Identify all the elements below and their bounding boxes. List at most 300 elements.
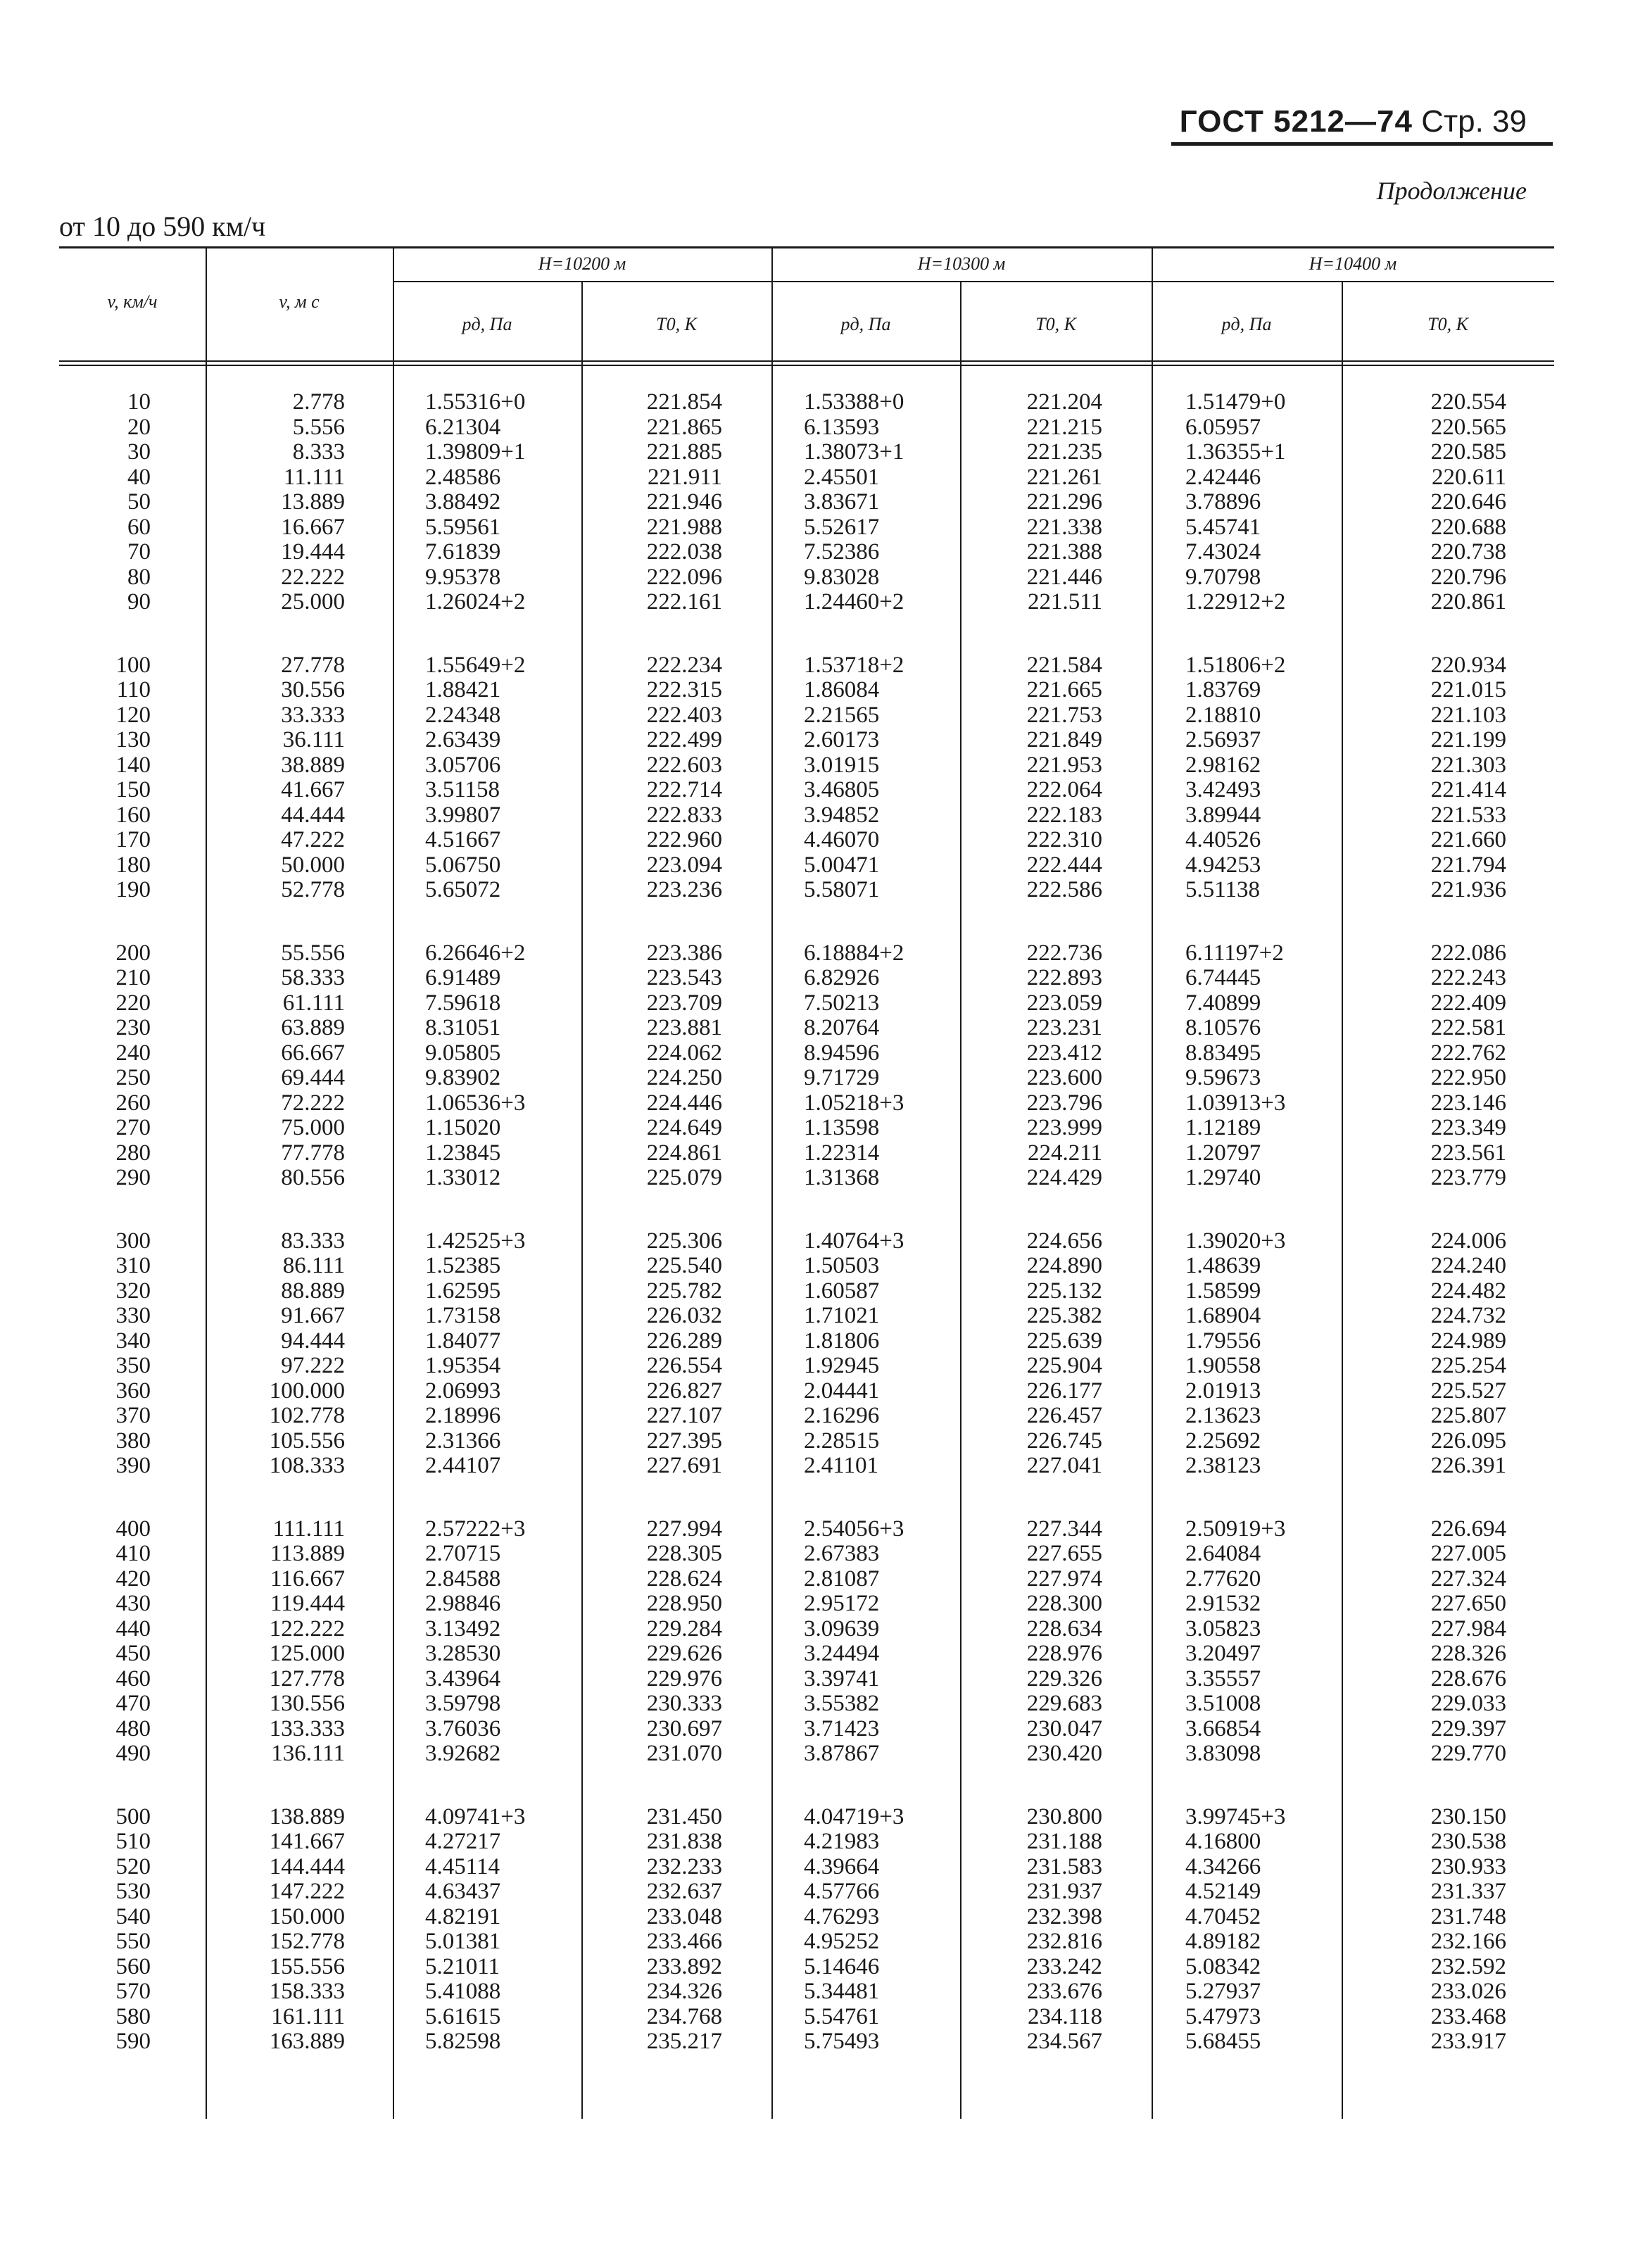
table-cell: 232.398: [1026, 1903, 1102, 1929]
table-cell: 2.70715: [425, 1541, 501, 1566]
table-cell: 250: [115, 1065, 151, 1090]
table-cell: 221.446: [1026, 564, 1102, 590]
group-h10400: H=10400 м: [1309, 253, 1397, 274]
table-cell: 102.778: [269, 1403, 345, 1428]
table-cell: 222.315: [646, 677, 722, 703]
table-cell: 550: [115, 1929, 151, 1954]
table-cell: 221.794: [1430, 852, 1506, 878]
table-cell: 55.556: [281, 940, 345, 966]
table-cell: 1.60587: [804, 1278, 880, 1304]
row-group: [425, 1517, 580, 1767]
table-cell: 500: [115, 1803, 151, 1829]
table-cell: 260: [115, 1090, 151, 1116]
table-cell: 3.71423: [804, 1715, 880, 1741]
table-cell: 58.333: [281, 965, 345, 990]
table-cell: 1.51806+2: [1185, 652, 1286, 678]
table-cell: 270: [115, 1115, 151, 1140]
table-cell: 224.429: [1026, 1165, 1102, 1190]
table-cell: 229.770: [1430, 1741, 1506, 1766]
table-cell: 400: [115, 1516, 151, 1542]
table-cell: 228.950: [646, 1591, 722, 1616]
row-group: [1342, 1229, 1506, 1479]
table-cell: 10: [127, 389, 151, 415]
table-cell: 6.82926: [804, 965, 880, 990]
table-cell: 1.52385: [425, 1253, 501, 1278]
table-cell: 229.976: [646, 1665, 722, 1692]
table-cell: 230.538: [1430, 1829, 1506, 1854]
table-cell: 1.40764+3: [804, 1228, 904, 1254]
table-cell: 224.240: [1430, 1253, 1506, 1278]
header-bottom-rule-1: [59, 360, 1554, 362]
table-cell: 223.543: [646, 965, 722, 990]
table-cell: 460: [115, 1665, 151, 1692]
table-cell: 520: [115, 1853, 151, 1879]
table-cell: 229.326: [1026, 1665, 1102, 1692]
table-cell: 1.24460+2: [804, 589, 904, 615]
table-cell: 120: [115, 702, 151, 728]
table-cell: 370: [115, 1403, 151, 1428]
table-cell: 6.21304: [425, 414, 501, 440]
table-cell: 223.349: [1430, 1115, 1506, 1140]
page-header: [1180, 104, 1527, 139]
row-group: [425, 941, 580, 1191]
table-cell: 310: [115, 1253, 151, 1278]
table-cell: 220.611: [1431, 464, 1506, 490]
table-cell: 2.84588: [425, 1566, 501, 1592]
table-cell: 221.235: [1026, 439, 1102, 465]
table-cell: 231.337: [1430, 1879, 1506, 1904]
table-cell: 222.096: [646, 564, 722, 590]
table-cell: 222.444: [1026, 852, 1102, 878]
table-cell: 1.31368: [804, 1165, 880, 1190]
table-cell: 60: [127, 514, 151, 540]
table-cell: 222.581: [1430, 1015, 1506, 1040]
table-cell: 6.18884+2: [804, 940, 904, 966]
table-cell: 4.63437: [425, 1879, 501, 1904]
table-cell: 220.688: [1430, 514, 1506, 540]
table-cell: 1.62595: [425, 1278, 501, 1304]
table-cell: 222.403: [646, 702, 722, 728]
table-cell: 231.748: [1430, 1903, 1506, 1929]
table-cell: 2.21565: [804, 702, 880, 728]
table-cell: 232.166: [1430, 1929, 1506, 1954]
table-cell: 1.84077: [425, 1328, 501, 1354]
table-cell: 66.667: [281, 1040, 345, 1066]
table-cell: 3.88492: [425, 489, 501, 515]
table-cell: 122.222: [269, 1615, 345, 1642]
table-cell: 1.48639: [1185, 1253, 1261, 1278]
table-cell: 3.94852: [804, 802, 880, 828]
table-cell: 227.005: [1430, 1541, 1506, 1566]
row-group: [804, 1517, 959, 1767]
table-cell: 4.76293: [804, 1903, 880, 1929]
table-cell: 150.000: [269, 1903, 345, 1929]
table-cell: 44.444: [281, 802, 345, 828]
table-cell: 2.01913: [1185, 1378, 1261, 1404]
table-cell: 224.250: [646, 1065, 722, 1090]
table-cell: 226.554: [646, 1353, 722, 1378]
table-cell: 233.468: [1430, 2003, 1506, 2029]
table-cell: 221.665: [1026, 677, 1102, 703]
table-cell: 1.50503: [804, 1253, 880, 1278]
table-cell: 228.305: [646, 1541, 722, 1566]
table-cell: 70: [127, 539, 151, 565]
table-cell: 229.284: [646, 1615, 722, 1642]
table-cell: 5.45741: [1185, 514, 1261, 540]
table-cell: 1.38073+1: [804, 439, 904, 465]
row-group: [960, 1805, 1102, 2055]
table-cell: 1.71021: [804, 1303, 880, 1328]
table-cell: 5.75493: [804, 2029, 880, 2054]
table-cell: 226.694: [1430, 1516, 1506, 1542]
table-cell: 155.556: [269, 1953, 345, 1979]
col-divider: [393, 246, 394, 2119]
column-v-ms: [206, 390, 345, 2093]
table-cell: 138.889: [269, 1803, 345, 1829]
table-cell: 2.81087: [804, 1566, 880, 1592]
table-cell: 223.412: [1026, 1040, 1102, 1066]
table-cell: 222.736: [1026, 940, 1102, 966]
table-cell: 300: [115, 1228, 151, 1254]
table-cell: 4.16800: [1185, 1829, 1261, 1854]
table-cell: 3.66854: [1185, 1715, 1261, 1741]
column-h10300-pd: [804, 390, 959, 2093]
row-group: [425, 1229, 580, 1479]
header-pd: pд, Па: [462, 314, 512, 334]
table-cell: 3.28530: [425, 1641, 501, 1666]
table-cell: 180: [115, 852, 151, 878]
table-cell: 570: [115, 1979, 151, 2004]
table-cell: 221.204: [1026, 389, 1102, 415]
table-cell: 163.889: [269, 2029, 345, 2054]
table-cell: 228.300: [1026, 1591, 1102, 1616]
table-cell: 229.033: [1430, 1691, 1506, 1716]
table-cell: 5.01381: [425, 1929, 501, 1954]
table-cell: 233.026: [1430, 1979, 1506, 2004]
table-cell: 36.111: [282, 727, 345, 752]
table-cell: 9.95378: [425, 564, 501, 590]
table-cell: 233.676: [1026, 1979, 1102, 2004]
table-cell: 4.94253: [1185, 852, 1261, 878]
table-cell: 13.889: [281, 489, 345, 515]
table-cell: 7.59618: [425, 990, 501, 1016]
table-cell: 116.667: [270, 1566, 345, 1592]
table-cell: 5.00471: [804, 852, 880, 878]
table-cell: 230.333: [646, 1691, 722, 1716]
table-cell: 6.91489: [425, 965, 501, 990]
table-cell: 231.583: [1026, 1853, 1102, 1879]
table-cell: 225.132: [1026, 1278, 1102, 1304]
table-cell: 222.161: [646, 589, 722, 615]
table-cell: 9.71729: [804, 1065, 880, 1090]
table-cell: 340: [115, 1328, 151, 1354]
table-cell: 4.89182: [1185, 1929, 1261, 1954]
table-cell: 210: [115, 965, 151, 990]
table-cell: 127.778: [269, 1665, 345, 1692]
table-cell: 1.22912+2: [1185, 589, 1286, 615]
table-cell: 221.511: [1027, 589, 1102, 615]
table-cell: 4.57766: [804, 1879, 880, 1904]
table-cell: 221.660: [1430, 827, 1506, 852]
table-cell: 8.94596: [804, 1040, 880, 1066]
table-cell: 1.39020+3: [1185, 1228, 1286, 1254]
row-group: [59, 653, 151, 903]
table-cell: 5.27937: [1185, 1979, 1261, 2004]
table-cell: 230.150: [1430, 1803, 1506, 1829]
table-cell: 8.83495: [1185, 1040, 1261, 1066]
row-group: [206, 653, 345, 903]
row-group: [1185, 390, 1340, 615]
table-cell: 220.861: [1430, 589, 1506, 615]
table-cell: 133.333: [269, 1715, 345, 1741]
table-cell: 225.254: [1430, 1353, 1506, 1378]
row-group: [425, 390, 580, 615]
row-group: [59, 941, 151, 1191]
row-group: [581, 1805, 722, 2055]
table-cell: 2.67383: [804, 1541, 880, 1566]
table-cell: 233.466: [646, 1929, 722, 1954]
table-cell: 9.83902: [425, 1065, 501, 1090]
table-cell: 3.46805: [804, 777, 880, 802]
table-cell: 233.048: [646, 1903, 722, 1929]
table-cell: 221.338: [1026, 514, 1102, 540]
table-cell: 2.45501: [804, 464, 880, 490]
table-cell: 227.994: [646, 1516, 722, 1542]
table-cell: 221.753: [1026, 702, 1102, 728]
row-group: [59, 1805, 151, 2055]
row-group: [425, 1805, 580, 2055]
table-cell: 350: [115, 1353, 151, 1378]
table-cell: 380: [115, 1428, 151, 1454]
row-group: [960, 1229, 1102, 1479]
row-group: [960, 653, 1102, 903]
table-cell: 80.556: [281, 1165, 345, 1190]
table-cell: 1.23845: [425, 1140, 501, 1166]
table-cell: 6.26646+2: [425, 940, 526, 966]
row-group: [960, 941, 1102, 1191]
row-group: [1342, 941, 1506, 1191]
column-v-kmh: [59, 390, 151, 2093]
row-group: [960, 1517, 1102, 1767]
table-cell: 221.199: [1430, 727, 1506, 752]
table-cell: 6.13593: [804, 414, 880, 440]
table-cell: 223.999: [1026, 1115, 1102, 1140]
table-cell: 100: [115, 652, 151, 678]
table-cell: 220: [115, 990, 151, 1016]
table-cell: 25.000: [281, 589, 345, 615]
table-cell: 8.20764: [804, 1015, 880, 1040]
table-cell: 234.768: [646, 2003, 722, 2029]
row-group: [804, 390, 959, 615]
table-cell: 20: [127, 414, 151, 440]
row-group: [581, 1229, 722, 1479]
table-cell: 6.05957: [1185, 414, 1261, 440]
table-cell: 2.24348: [425, 702, 501, 728]
table-cell: 5.58071: [804, 877, 880, 902]
table-cell: 224.890: [1026, 1253, 1102, 1278]
table-cell: 227.107: [646, 1403, 722, 1428]
table-cell: 1.36355+1: [1185, 439, 1286, 465]
table-cell: 222.950: [1430, 1065, 1506, 1090]
table-cell: 221.388: [1026, 539, 1102, 565]
table-cell: 1.81806: [804, 1328, 880, 1354]
row-group: [1185, 941, 1340, 1191]
table-cell: 72.222: [281, 1090, 345, 1116]
table-cell: 3.89944: [1185, 802, 1261, 828]
table-cell: 2.04441: [804, 1378, 880, 1404]
table-cell: 41.667: [281, 777, 345, 802]
table-cell: 222.714: [646, 777, 722, 802]
header-v-kmh: v, км/ч: [107, 291, 158, 312]
table-cell: 47.222: [281, 827, 345, 852]
table-cell: 225.527: [1430, 1378, 1506, 1404]
table-cell: 221.015: [1430, 677, 1506, 703]
table-cell: 1.79556: [1185, 1328, 1261, 1354]
page-number: Стр. 39: [1421, 104, 1527, 139]
table-cell: 3.39741: [804, 1665, 880, 1692]
header-t0: T0, К: [1035, 314, 1076, 334]
table-cell: 226.457: [1026, 1403, 1102, 1428]
table-cell: 221.849: [1026, 727, 1102, 752]
table-cell: 3.09639: [804, 1615, 880, 1642]
table-cell: 330: [115, 1303, 151, 1328]
table-cell: 4.27217: [425, 1829, 501, 1854]
table-cell: 224.006: [1430, 1228, 1506, 1254]
row-group: [1185, 1517, 1340, 1767]
standard-number: ГОСТ 5212—74: [1179, 104, 1413, 139]
table-cell: 1.39809+1: [425, 439, 526, 465]
table-cell: 480: [115, 1715, 151, 1741]
table-cell: 221.988: [646, 514, 722, 540]
table-cell: 227.655: [1026, 1541, 1102, 1566]
table-cell: 3.20497: [1185, 1641, 1261, 1666]
table-cell: 320: [115, 1278, 151, 1304]
table-cell: 3.83671: [804, 489, 880, 515]
table-cell: 94.444: [281, 1328, 345, 1354]
table-cell: 5.65072: [425, 877, 501, 902]
row-group: [1185, 1229, 1340, 1479]
table-cell: 220.646: [1430, 489, 1506, 515]
table-cell: 224.989: [1430, 1328, 1506, 1354]
table-cell: 1.20797: [1185, 1140, 1261, 1166]
table-cell: 141.667: [269, 1829, 345, 1854]
table-cell: 221.533: [1430, 802, 1506, 828]
col-divider: [1152, 246, 1153, 2119]
header-t0: T0, К: [1427, 314, 1468, 334]
table-cell: 410: [115, 1541, 151, 1566]
table-cell: 232.592: [1430, 1953, 1506, 1979]
table-cell: 227.974: [1026, 1566, 1102, 1592]
table-cell: 22.222: [281, 564, 345, 590]
table-cell: 225.079: [646, 1165, 722, 1190]
table-cell: 77.778: [281, 1140, 345, 1166]
table-cell: 50: [127, 489, 151, 515]
table-cell: 160: [115, 802, 151, 828]
table-cell: 230: [115, 1015, 151, 1040]
table-cell: 4.34266: [1185, 1853, 1261, 1879]
table-cell: 560: [115, 1953, 151, 1979]
table-cell: 3.55382: [804, 1691, 880, 1716]
continuation-label: Продолжение: [1376, 177, 1527, 205]
table-cell: 3.83098: [1185, 1741, 1261, 1766]
table-cell: 3.87867: [804, 1741, 880, 1766]
table-cell: 33.333: [281, 702, 345, 728]
table-cell: 111.111: [272, 1516, 345, 1542]
table-cell: 5.51138: [1185, 877, 1261, 902]
table-cell: 1.55649+2: [425, 652, 526, 678]
table-cell: 158.333: [269, 1979, 345, 2004]
table-cell: 6.74445: [1185, 965, 1261, 990]
column-h10200-pd: [425, 390, 580, 2093]
table-cell: 223.779: [1430, 1165, 1506, 1190]
table-cell: 2.60173: [804, 727, 880, 752]
table-cell: 223.236: [646, 877, 722, 902]
table-cell: 119.444: [270, 1591, 345, 1616]
table-cell: 3.01915: [804, 752, 880, 778]
table-cell: 530: [115, 1879, 151, 1904]
table-cell: 5.47973: [1185, 2003, 1261, 2029]
table-cell: 225.782: [646, 1278, 722, 1304]
table-cell: 220.554: [1430, 389, 1506, 415]
table-cell: 3.35557: [1185, 1665, 1261, 1692]
table-cell: 233.892: [646, 1953, 722, 1979]
header-t0: T0, К: [656, 314, 697, 334]
table-cell: 7.61839: [425, 539, 501, 565]
table-cell: 222.893: [1026, 965, 1102, 990]
table-cell: 228.676: [1430, 1665, 1506, 1692]
table-cell: 19.444: [281, 539, 345, 565]
table-cell: 234.326: [646, 1979, 722, 2004]
table-cell: 7.43024: [1185, 539, 1261, 565]
table-cell: 5.59561: [425, 514, 501, 540]
table-cell: 221.414: [1430, 777, 1506, 802]
table-cell: 223.561: [1430, 1140, 1506, 1166]
row-group: [581, 653, 722, 903]
table-cell: 224.211: [1027, 1140, 1102, 1166]
table-cell: 1.29740: [1185, 1165, 1261, 1190]
table-cell: 580: [115, 2003, 151, 2029]
table-cell: 234.567: [1026, 2029, 1102, 2054]
range-label: от 10 до 590 км/ч: [59, 210, 266, 242]
table-cell: 225.904: [1026, 1353, 1102, 1378]
table-cell: 150: [115, 777, 151, 802]
table-cell: 4.95252: [804, 1929, 880, 1954]
table-cell: 2.91532: [1185, 1591, 1261, 1616]
table-cell: 2.64084: [1185, 1541, 1261, 1566]
table-cell: 5.08342: [1185, 1953, 1261, 1979]
table-cell: 5.82598: [425, 2029, 501, 2054]
table-cell: 223.094: [646, 852, 722, 878]
table-cell: 83.333: [281, 1228, 345, 1254]
table-cell: 226.745: [1026, 1428, 1102, 1454]
table-cell: 222.234: [646, 652, 722, 678]
row-group: [1342, 390, 1506, 615]
table-cell: 221.865: [646, 414, 722, 440]
row-group: [1185, 653, 1340, 903]
table-cell: 6.11197+2: [1185, 940, 1284, 966]
table-cell: 226.032: [646, 1303, 722, 1328]
table-cell: 221.854: [646, 389, 722, 415]
table-cell: 222.064: [1026, 777, 1102, 802]
table-cell: 224.861: [646, 1140, 722, 1166]
row-group: [1342, 653, 1506, 903]
table-cell: 229.683: [1026, 1691, 1102, 1716]
table-cell: 40: [127, 464, 151, 490]
table-cell: 8.10576: [1185, 1015, 1261, 1040]
table-cell: 230.933: [1430, 1853, 1506, 1879]
column-h10200-t0: [581, 390, 722, 2093]
table-cell: 2.38123: [1185, 1453, 1261, 1478]
